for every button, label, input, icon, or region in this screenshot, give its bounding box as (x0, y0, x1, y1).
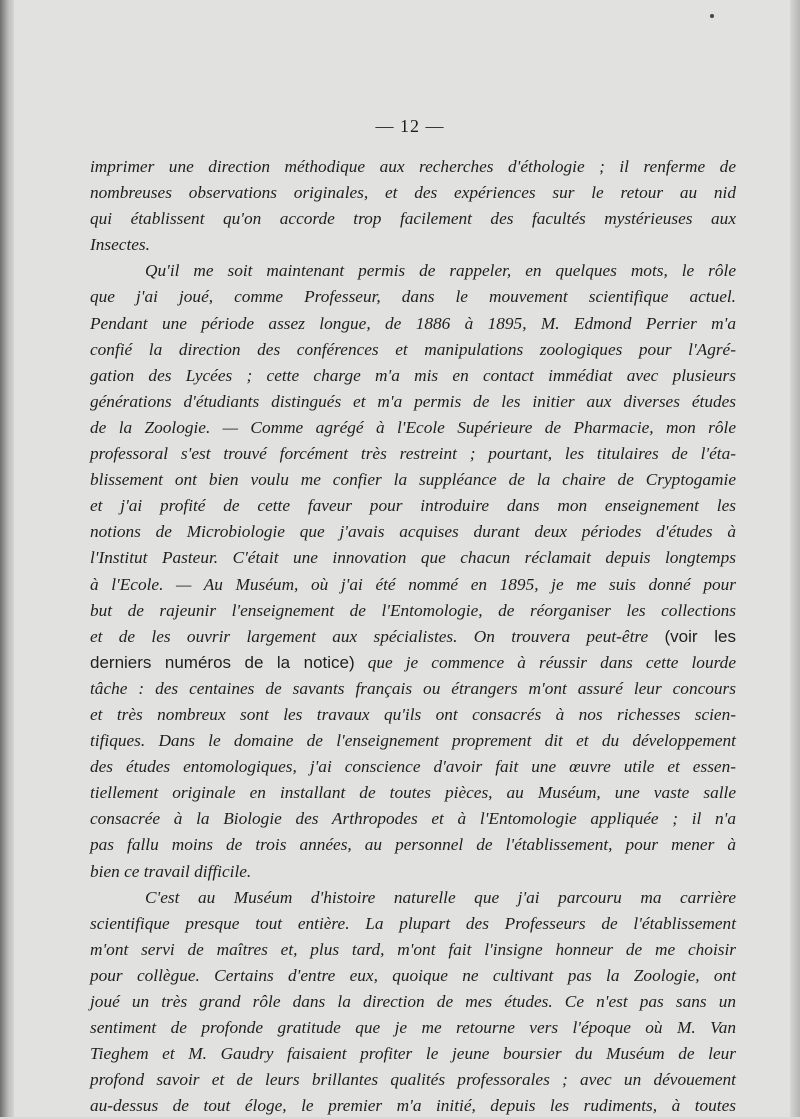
text-segment-upright: (voir les (664, 626, 736, 646)
text-line: Qu'il me soit maintenant permis de rappeler, en quelques mots, le rôle (145, 261, 736, 281)
text-segment: et de les ouvrir largement aux spécialistes. On trouvera peut-être (90, 626, 649, 646)
text-line (90, 650, 736, 676)
text-line: notions de Microbiologie que j'avais acquises durant deux périodes d'études à (90, 522, 736, 542)
scan-right-edge (790, 0, 800, 1117)
text-line: confié la direction des conférences et manipulations zoologiques pour l'Agré- (90, 339, 736, 359)
scan-left-edge (0, 0, 14, 1117)
text-line: professoral s'est trouvé forcément très restreint ; pourtant, les titulaires de l'éta- (90, 444, 736, 464)
text-line: des études entomologiques, j'ai conscience d'avoir fait une œuvre utile et essen- (90, 757, 736, 777)
text-line: bien ce travail difficile. (90, 861, 252, 881)
text-line: générations d'étudiants distingués et m'a permis de les initier aux diverses études (90, 391, 736, 411)
speck (710, 14, 714, 18)
text-line: C'est au Muséum d'histoire naturelle que j'ai parcouru ma carrière (145, 887, 736, 907)
text-line: que j'ai joué, comme Professeur, dans le mouvement scientifique actuel. (90, 287, 736, 307)
text-line: but de rajeunir l'enseignement de l'Entomologie, de réorganiser les collections (90, 600, 736, 620)
text-line: imprimer une direction méthodique aux recherches d'éthologie ; il renferme de (90, 157, 736, 176)
text-line: au-dessus de tout éloge, le premier m'a initié, depuis les rudiments, à toutes (90, 1096, 736, 1116)
text-line: à l'Ecole. — Au Muséum, où j'ai été nommé en 1895, je me suis donné pour (90, 574, 736, 594)
text-segment: que je commence à réussir dans cette lourde (367, 652, 736, 672)
text-line: nombreuses observations originales, et des expériences sur le retour au nid (90, 183, 736, 203)
text-line: consacrée à la Biologie des Arthropodes et à l'Entomologie appliquée ; il n'a (90, 809, 736, 829)
text-line: et j'ai profité de cette faveur pour introduire dans mon enseignement les (90, 496, 736, 516)
text-line: tifiques. Dans le domaine de l'enseignement proprement dit et du développement (90, 731, 736, 751)
text-line: de la Zoologie. — Comme agrégé à l'Ecole Supérieure de Pharmacie, mon rôle (90, 417, 736, 437)
text-line: tâche : des centaines de savants français ou étrangers m'ont assuré leur concours (90, 678, 736, 698)
text-line: Tieghem et M. Gaudry faisaient profiter le jeune boursier du Muséum de leur (90, 1044, 736, 1064)
text-line: joué un très grand rôle dans la direction de mes études. Ce n'est pas sans un (90, 992, 736, 1011)
text-line: profond savoir et de leurs brillantes qualités professorales ; avec un dévouement (90, 1070, 736, 1090)
text-line: sentiment de profonde gratitude que je me retourne vers l'époque où M. Van (90, 1018, 736, 1038)
text-line: pour collègue. Certains d'entre eux, quoique ne cultivant pas la Zoologie, ont (90, 965, 736, 985)
body-text (90, 154, 736, 1119)
text-line: qui établissent qu'on accorde trop facilement des facultés mystérieuses aux (90, 209, 736, 229)
text-line: Pendant une période assez longue, de 1886 à 1895, M. Edmond Perrier m'a (90, 313, 736, 333)
text-line: et très nombreux sont les travaux qu'ils ont consacrés à nos richesses scien- (90, 704, 736, 724)
text-segment-upright: derniers numéros de la notice) (90, 652, 355, 672)
text-line: m'ont servi de maîtres et, plus tard, m'ont fait l'insigne honneur de me choisir (90, 939, 736, 959)
text-line: blissement ont bien voulu me confier la suppléance de la chaire de Cryptogamie (90, 470, 736, 490)
text-line: Insectes. (90, 235, 150, 255)
text-line: pas fallu moins de trois années, au personnel de l'établissement, pour mener à (90, 835, 736, 855)
text-line: tiellement originale en installant de toutes pièces, au Muséum, une vaste salle (90, 783, 736, 803)
text-line: scientifique presque tout entière. La plupart des Professeurs de l'établissement (90, 913, 736, 933)
page-number: — 12 — (375, 116, 445, 136)
text-line: gation des Lycées ; cette charge m'a mis en contact immédiat avec plusieurs (90, 365, 736, 385)
text-line (90, 624, 736, 650)
text-line: l'Institut Pasteur. C'était une innovation que chacun réclamait depuis longtemps (90, 548, 736, 568)
